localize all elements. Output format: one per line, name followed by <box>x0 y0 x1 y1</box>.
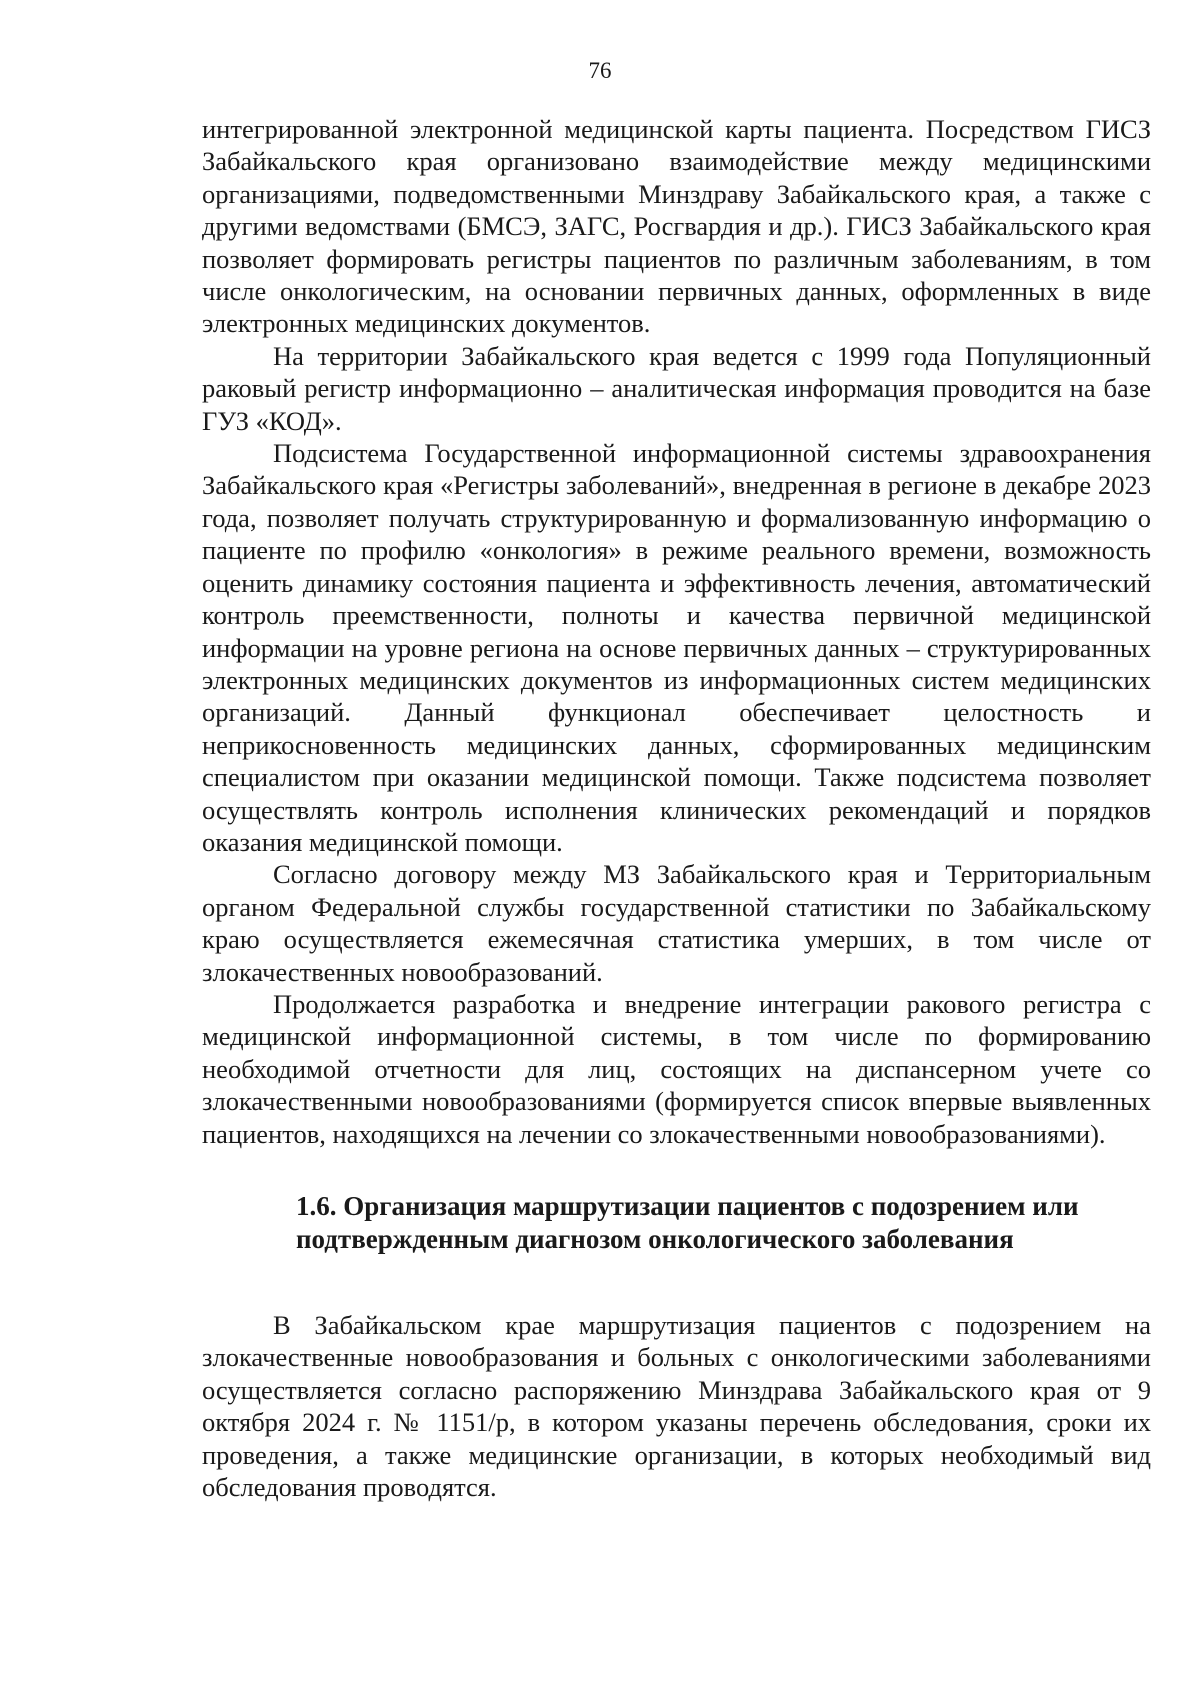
paragraph: Продолжается разработка и внедрение интеграции ракового регистра с медицинской информационной системы, в том числе по формированию необходимой отчетности для лиц, состоящих на диспансерном учете со злокачественными новообразованиями (формируется список впервые выявленных пациентов, находящихся на лечении со злокачественными новообразованиями). <box>202 988 1151 1149</box>
paragraph: Согласно договору между МЗ Забайкальского края и Территориальным органом Федеральной службы государственной статистики по Забайкальскому краю осуществляется ежемесячная статистика умерших, в том числе от злокачественных новообразований. <box>202 859 1151 987</box>
paragraph: На территории Забайкальского края ведется с 1999 года Популяционный раковый регистр информационно – аналитическая информация проводится на базе ГУЗ «КОД». <box>202 340 1151 436</box>
paragraph: интегрированной электронной медицинской карты пациента. Посредством ГИСЗ Забайкальского края организовано взаимодействие между медицинскими организациями, подведомственными Минздраву Забайкальского края, а также с другими ведомствами (БМСЭ, ЗАГС, Росгвардия и др.). ГИСЗ Забайкальского края позволяет формировать регистры пациентов по различным заболеваниям, в том числе онкологическим, на основании первичных данных, оформленных в виде электронных медицинских документов. <box>202 114 1151 339</box>
paragraph: Подсистема Государственной информационной системы здравоохранения Забайкальского края «Регистры заболеваний», внедренная в регионе в декабре 2023 года, позволяет получать структурированную и формализованную информацию о пациенте по профилю «онкология» в режиме реального времени, возможность оценить динамику состояния пациента и эффективность лечения, автоматический контроль преемственности, полноты и качества первичной медицинской информации на уровне региона на основе первичных данных – структурированных электронных медицинских документов из информационных систем медицинских организаций. Данный функционал обеспечивает целостность и неприкосновенность медицинских данных, сформированных медицинским специалистом при оказании медицинской помощи. Также подсистема позволяет осуществлять контроль исполнения клинических рекомендаций и порядков оказания медицинской помощи. <box>202 438 1151 857</box>
page-number: 76 <box>588 58 612 83</box>
document-body <box>202 113 1151 1503</box>
section-heading: 1.6. Организация маршрутизации пациентов с подозрением или подтвержденным диагнозом онкологического заболевания <box>296 1191 1079 1254</box>
paragraph: В Забайкальском крае маршрутизация пациентов с подозрением на злокачественные новообразования и больных с онкологическими заболеваниями осуществляется согласно распоряжению Минздрава Забайкальского края от 9 октября 2024 г. № 1151/р, в котором указаны перечень обследования, сроки их проведения, а также медицинские организации, в которых необходимый вид обследования проводятся. <box>202 1310 1151 1503</box>
